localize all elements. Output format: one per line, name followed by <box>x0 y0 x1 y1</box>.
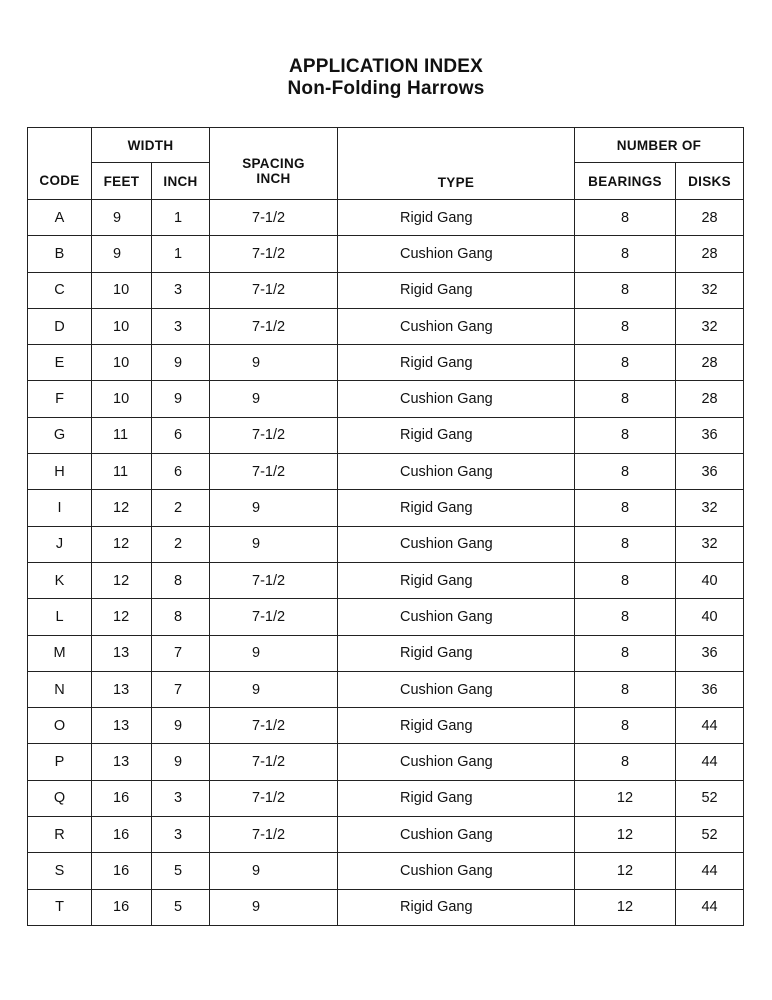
cell-code: J <box>28 526 92 562</box>
cell-spacing: 7-1/2 <box>210 708 338 744</box>
cell-feet: 13 <box>92 635 152 671</box>
table-row <box>28 817 744 853</box>
cell-feet: 13 <box>92 744 152 780</box>
table-row <box>28 200 744 236</box>
table-row <box>28 780 744 816</box>
cell-bearings: 12 <box>575 853 676 889</box>
table-row <box>28 853 744 889</box>
cell-inch: 9 <box>152 381 210 417</box>
cell-disks: 32 <box>676 308 744 344</box>
cell-bearings: 8 <box>575 599 676 635</box>
cell-bearings: 8 <box>575 308 676 344</box>
cell-inch: 8 <box>152 562 210 598</box>
cell-code: B <box>28 236 92 272</box>
table-row <box>28 236 744 272</box>
cell-feet: 13 <box>92 708 152 744</box>
cell-spacing: 7-1/2 <box>210 744 338 780</box>
cell-bearings: 8 <box>575 562 676 598</box>
cell-inch: 5 <box>152 889 210 925</box>
cell-inch: 1 <box>152 236 210 272</box>
cell-code: C <box>28 272 92 308</box>
header-feet: FEET <box>92 163 152 200</box>
header-row-group <box>28 128 744 163</box>
cell-inch: 8 <box>152 599 210 635</box>
cell-bearings: 8 <box>575 708 676 744</box>
cell-disks: 52 <box>676 817 744 853</box>
cell-feet: 10 <box>92 308 152 344</box>
table-row <box>28 490 744 526</box>
cell-type: Cushion Gang <box>338 817 575 853</box>
cell-spacing: 9 <box>210 635 338 671</box>
cell-feet: 10 <box>92 381 152 417</box>
header-type <box>338 128 575 200</box>
cell-spacing: 9 <box>210 889 338 925</box>
cell-feet: 16 <box>92 853 152 889</box>
cell-disks: 32 <box>676 526 744 562</box>
cell-disks: 28 <box>676 236 744 272</box>
cell-feet: 12 <box>92 599 152 635</box>
cell-feet: 16 <box>92 780 152 816</box>
cell-type: Rigid Gang <box>338 417 575 453</box>
cell-code: L <box>28 599 92 635</box>
cell-disks: 40 <box>676 562 744 598</box>
cell-disks: 44 <box>676 889 744 925</box>
cell-feet: 9 <box>92 236 152 272</box>
cell-inch: 6 <box>152 417 210 453</box>
cell-code: R <box>28 817 92 853</box>
cell-code: A <box>28 200 92 236</box>
cell-spacing: 7-1/2 <box>210 236 338 272</box>
cell-feet: 10 <box>92 272 152 308</box>
cell-code: F <box>28 381 92 417</box>
cell-type: Cushion Gang <box>338 236 575 272</box>
cell-spacing: 9 <box>210 671 338 707</box>
cell-bearings: 8 <box>575 635 676 671</box>
cell-bearings: 8 <box>575 236 676 272</box>
cell-type: Cushion Gang <box>338 526 575 562</box>
cell-code: I <box>28 490 92 526</box>
cell-spacing: 9 <box>210 526 338 562</box>
table-row <box>28 526 744 562</box>
cell-inch: 3 <box>152 308 210 344</box>
table-row <box>28 345 744 381</box>
cell-disks: 36 <box>676 417 744 453</box>
cell-disks: 40 <box>676 599 744 635</box>
cell-disks: 28 <box>676 381 744 417</box>
table-row <box>28 744 744 780</box>
table-row <box>28 381 744 417</box>
cell-spacing: 7-1/2 <box>210 562 338 598</box>
cell-code: Q <box>28 780 92 816</box>
cell-inch: 3 <box>152 817 210 853</box>
cell-spacing: 7-1/2 <box>210 599 338 635</box>
cell-spacing: 7-1/2 <box>210 417 338 453</box>
cell-type: Rigid Gang <box>338 345 575 381</box>
table-row <box>28 562 744 598</box>
cell-code: N <box>28 671 92 707</box>
cell-inch: 2 <box>152 526 210 562</box>
page-title: APPLICATION INDEX <box>288 56 484 77</box>
cell-type: Cushion Gang <box>338 744 575 780</box>
cell-disks: 44 <box>676 853 744 889</box>
table-row <box>28 635 744 671</box>
cell-spacing: 9 <box>210 853 338 889</box>
cell-disks: 36 <box>676 454 744 490</box>
cell-type: Rigid Gang <box>338 272 575 308</box>
header-type-label: TYPE <box>437 175 475 190</box>
header-number-of: NUMBER OF <box>575 128 744 163</box>
cell-type: Cushion Gang <box>338 381 575 417</box>
table-row <box>28 308 744 344</box>
header-spacing-line1: SPACING <box>242 155 305 171</box>
cell-disks: 44 <box>676 708 744 744</box>
cell-type: Rigid Gang <box>338 780 575 816</box>
cell-type: Rigid Gang <box>338 889 575 925</box>
cell-type: Rigid Gang <box>338 635 575 671</box>
cell-feet: 12 <box>92 562 152 598</box>
table-row <box>28 889 744 925</box>
cell-feet: 16 <box>92 889 152 925</box>
cell-disks: 32 <box>676 490 744 526</box>
cell-code: G <box>28 417 92 453</box>
cell-spacing: 9 <box>210 381 338 417</box>
application-index-table <box>27 127 744 926</box>
table-row <box>28 671 744 707</box>
cell-bearings: 8 <box>575 671 676 707</box>
cell-spacing: 7-1/2 <box>210 272 338 308</box>
cell-disks: 32 <box>676 272 744 308</box>
cell-inch: 5 <box>152 853 210 889</box>
table-row <box>28 599 744 635</box>
cell-inch: 7 <box>152 635 210 671</box>
cell-type: Rigid Gang <box>338 562 575 598</box>
cell-spacing: 7-1/2 <box>210 780 338 816</box>
header-spacing-line2: INCH <box>256 170 291 186</box>
cell-bearings: 12 <box>575 889 676 925</box>
table-row <box>28 272 744 308</box>
cell-code: O <box>28 708 92 744</box>
table-row <box>28 708 744 744</box>
table-row <box>28 417 744 453</box>
cell-bearings: 8 <box>575 490 676 526</box>
cell-bearings: 8 <box>575 272 676 308</box>
cell-type: Rigid Gang <box>338 708 575 744</box>
cell-feet: 9 <box>92 200 152 236</box>
header-disks: DISKS <box>676 163 744 200</box>
page-subtitle: Non-Folding Harrows <box>287 78 485 99</box>
header-code-spacer <box>28 128 92 163</box>
cell-inch: 7 <box>152 671 210 707</box>
cell-code: T <box>28 889 92 925</box>
cell-type: Cushion Gang <box>338 853 575 889</box>
cell-code: E <box>28 345 92 381</box>
cell-type: Cushion Gang <box>338 454 575 490</box>
cell-bearings: 8 <box>575 454 676 490</box>
cell-disks: 44 <box>676 744 744 780</box>
cell-inch: 3 <box>152 780 210 816</box>
cell-feet: 16 <box>92 817 152 853</box>
cell-spacing: 7-1/2 <box>210 817 338 853</box>
cell-inch: 6 <box>152 454 210 490</box>
cell-bearings: 12 <box>575 780 676 816</box>
cell-type: Cushion Gang <box>338 671 575 707</box>
header-bearings: BEARINGS <box>575 163 676 200</box>
cell-feet: 12 <box>92 526 152 562</box>
cell-disks: 28 <box>676 200 744 236</box>
cell-disks: 28 <box>676 345 744 381</box>
cell-bearings: 8 <box>575 200 676 236</box>
table-body <box>28 200 744 926</box>
cell-type: Rigid Gang <box>338 490 575 526</box>
title-block <box>0 56 772 100</box>
cell-code: S <box>28 853 92 889</box>
cell-feet: 13 <box>92 671 152 707</box>
cell-feet: 11 <box>92 454 152 490</box>
cell-bearings: 8 <box>575 381 676 417</box>
cell-spacing: 9 <box>210 345 338 381</box>
cell-spacing: 9 <box>210 490 338 526</box>
cell-spacing: 7-1/2 <box>210 308 338 344</box>
cell-feet: 12 <box>92 490 152 526</box>
cell-bearings: 8 <box>575 744 676 780</box>
cell-bearings: 8 <box>575 526 676 562</box>
cell-feet: 11 <box>92 417 152 453</box>
table-header <box>28 128 744 200</box>
table-row <box>28 454 744 490</box>
cell-inch: 3 <box>152 272 210 308</box>
cell-feet: 10 <box>92 345 152 381</box>
cell-bearings: 12 <box>575 817 676 853</box>
cell-bearings: 8 <box>575 417 676 453</box>
header-width: WIDTH <box>92 128 210 163</box>
cell-code: D <box>28 308 92 344</box>
cell-spacing: 7-1/2 <box>210 454 338 490</box>
cell-inch: 2 <box>152 490 210 526</box>
header-spacing <box>210 128 338 200</box>
cell-code: H <box>28 454 92 490</box>
cell-inch: 9 <box>152 744 210 780</box>
cell-inch: 9 <box>152 345 210 381</box>
cell-disks: 52 <box>676 780 744 816</box>
cell-type: Cushion Gang <box>338 599 575 635</box>
cell-code: K <box>28 562 92 598</box>
cell-bearings: 8 <box>575 345 676 381</box>
cell-type: Rigid Gang <box>338 200 575 236</box>
cell-code: P <box>28 744 92 780</box>
header-inch: INCH <box>152 163 210 200</box>
cell-inch: 9 <box>152 708 210 744</box>
cell-disks: 36 <box>676 671 744 707</box>
header-code: CODE <box>28 163 92 200</box>
cell-disks: 36 <box>676 635 744 671</box>
cell-spacing: 7-1/2 <box>210 200 338 236</box>
cell-inch: 1 <box>152 200 210 236</box>
cell-code: M <box>28 635 92 671</box>
cell-type: Cushion Gang <box>338 308 575 344</box>
